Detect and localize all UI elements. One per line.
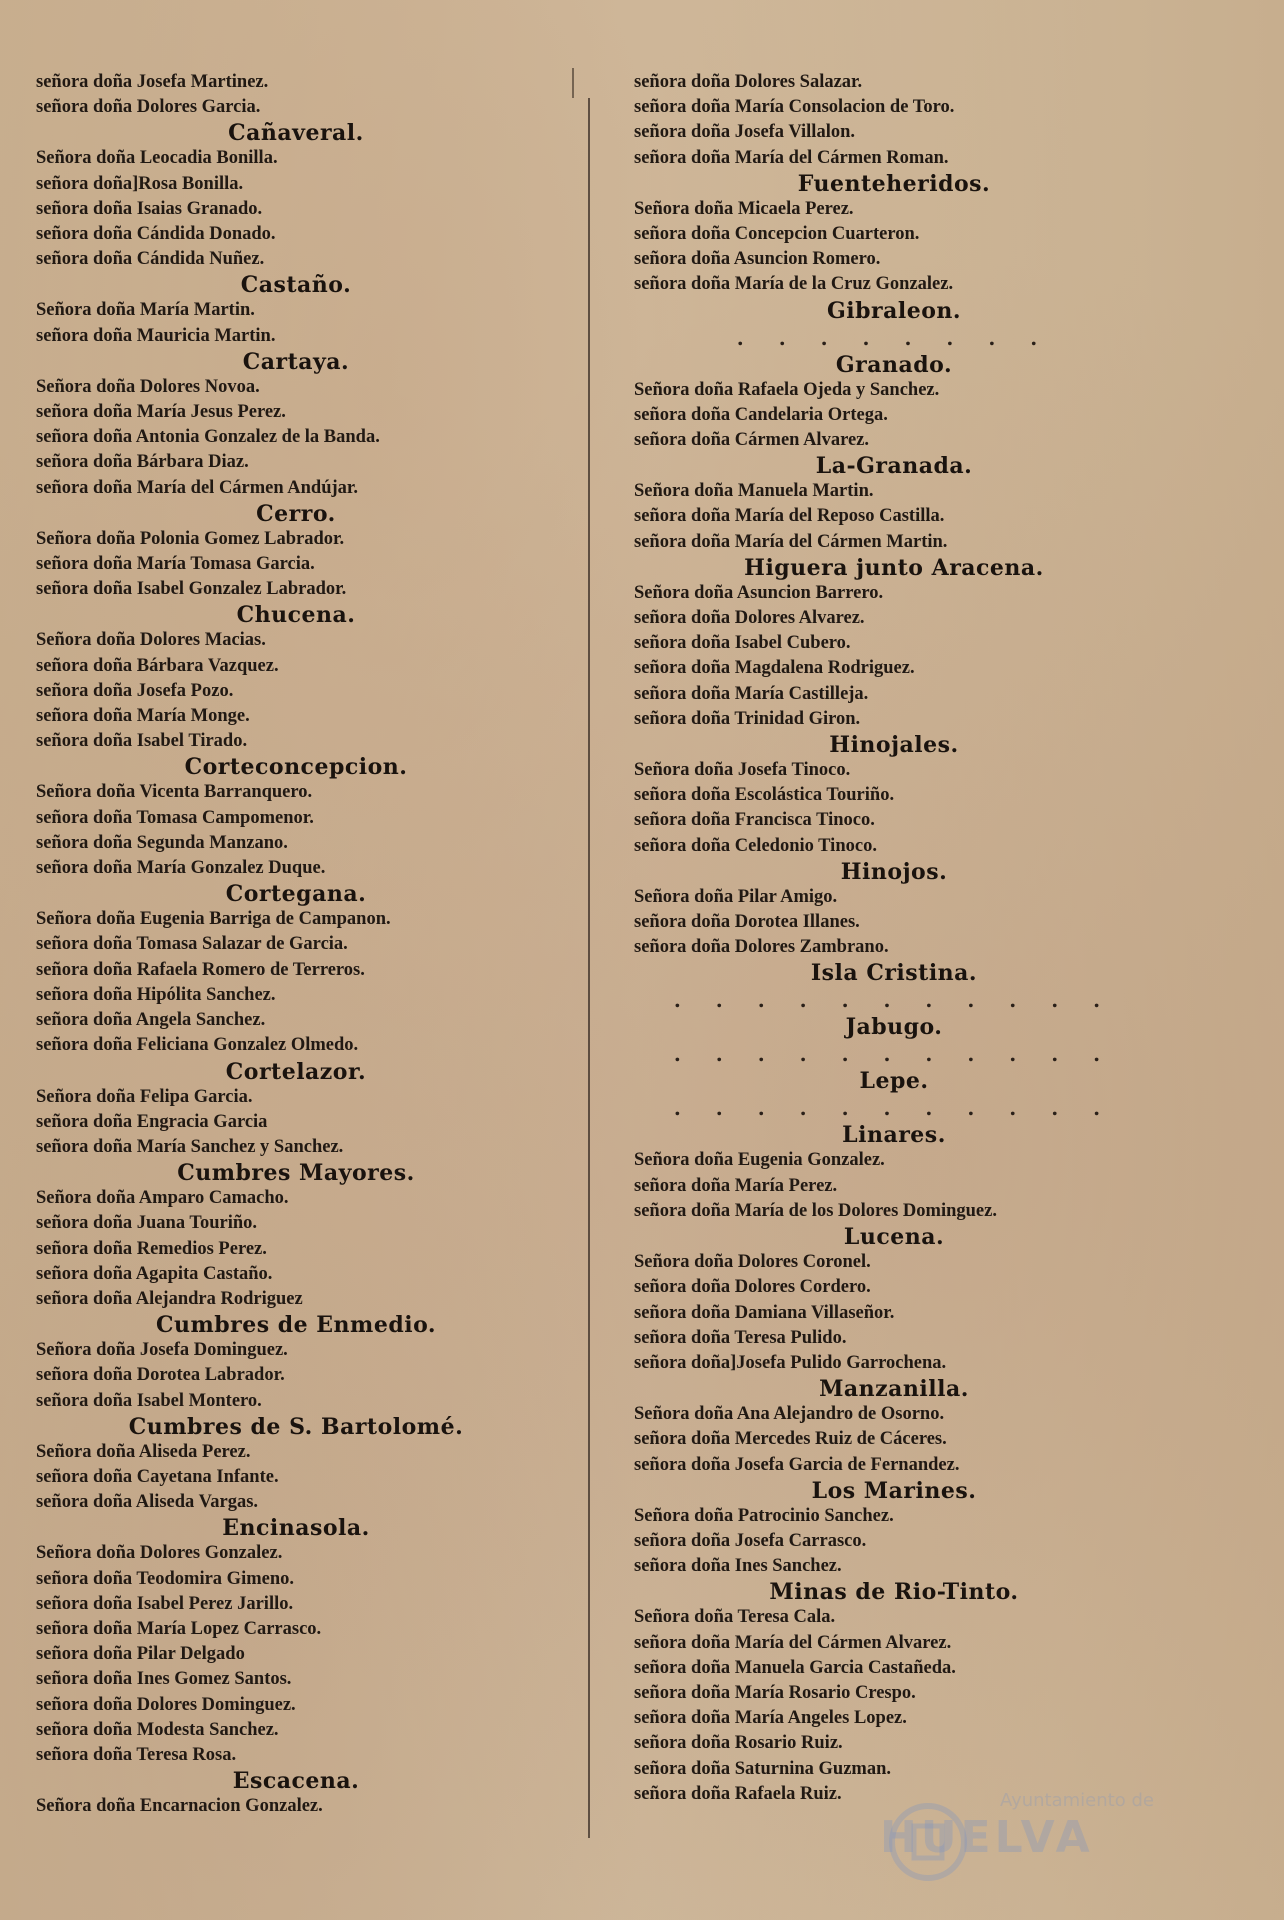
subscriber-name: señora doña Isabel Tirado. xyxy=(36,731,248,752)
subscriber-name: señora doña Francisca Tinoco. xyxy=(634,810,875,831)
subscriber-name: señora doña Rafaela Romero de Terreros. xyxy=(36,959,365,980)
subscriber-name: Señora doña Josefa Tinoco. xyxy=(634,760,851,781)
subscriber-name: señora doña Isabel Cubero. xyxy=(634,633,851,654)
town-heading: Encinasola. xyxy=(222,1515,370,1542)
town-section xyxy=(634,453,1154,555)
town-heading: Cumbres Mayores. xyxy=(177,1160,415,1187)
town-heading: Granado. xyxy=(835,351,953,378)
subscriber-name: señora doña Antonia Gonzalez de la Banda. xyxy=(36,427,380,448)
subscriber-name: señora doña Aliseda Vargas. xyxy=(36,1492,259,1513)
subscriber-name: señora doña María Castilleja. xyxy=(634,683,869,704)
town-heading: Castaño. xyxy=(240,272,352,299)
town-heading: Cumbres de S. Bartolomé. xyxy=(128,1413,464,1440)
town-heading: Los Marines. xyxy=(811,1477,977,1504)
town-heading: Lepe. xyxy=(859,1068,929,1095)
subscriber-name: señora doña Celedonio Tinoco. xyxy=(634,835,877,856)
leader-dots: . . . . . . . . xyxy=(736,325,1052,350)
subscriber-name: señora doña Dolores Salazar. xyxy=(634,72,863,92)
town-section xyxy=(36,1059,556,1161)
town-section xyxy=(634,1224,1154,1376)
subscriber-name: Señora doña Felipa Garcia. xyxy=(36,1086,253,1107)
subscriber-name: señora doña Angela Sanchez. xyxy=(36,1010,266,1031)
town-section xyxy=(634,1376,1154,1478)
town-heading: Minas de Rio-Tinto. xyxy=(769,1579,1019,1606)
subscriber-name: señora doña Teresa Pulido. xyxy=(634,1327,847,1348)
subscriber-name: Señora doña Patrocinio Sanchez. xyxy=(634,1505,894,1526)
subscriber-name: señora doña María del Cármen Martin. xyxy=(634,531,948,552)
town-heading: Higuera junto Aracena. xyxy=(744,554,1044,581)
leader-dots: . . . . . . . . . . . xyxy=(673,1096,1115,1121)
watermark-subtext: Ayuntamiento de xyxy=(1000,1790,1154,1811)
subscriber-name: señora doña Dorotea Illanes. xyxy=(634,912,860,933)
subscriber-name: señora doña María del Cármen Alvarez. xyxy=(634,1632,952,1653)
town-section xyxy=(634,1579,1154,1807)
town-section xyxy=(634,352,1154,454)
subscriber-name: Señora doña Encarnacion Gonzalez. xyxy=(36,1796,323,1817)
town-section xyxy=(634,171,1154,298)
town-section xyxy=(36,349,556,501)
town-heading: Cumbres de Enmedio. xyxy=(155,1312,437,1339)
town-section xyxy=(36,754,556,881)
subscriber-name: señora doña Isaias Granado. xyxy=(36,198,263,219)
subscriber-name: señora doña María Lopez Carrasco. xyxy=(36,1618,322,1639)
subscriber-name: Señora doña Amparo Camacho. xyxy=(36,1188,289,1209)
subscriber-name: Señora doña Asuncion Barrero. xyxy=(634,582,884,603)
subscriber-name: señora doña]Rosa Bonilla. xyxy=(36,173,244,194)
subscriber-name: señora doña María Gonzalez Duque. xyxy=(36,858,326,879)
subscriber-name: señora doña Dolores Zambrano. xyxy=(634,937,889,958)
town-section xyxy=(634,555,1154,732)
subscriber-name: señora doña Dolores Garcia. xyxy=(36,97,261,118)
town-heading: Cortegana. xyxy=(225,881,367,908)
subscriber-name: señora doña Isabel Gonzalez Labrador. xyxy=(36,579,347,600)
subscriber-name: señora doña María del Cármen Roman. xyxy=(634,147,949,168)
subscriber-name: señora doña Tomasa Salazar de Garcia. xyxy=(36,934,348,955)
town-heading: Hinojales. xyxy=(829,732,959,759)
subscriber-name: señora doña Concepcion Cuarteron. xyxy=(634,224,920,245)
subscriber-name: Señora doña Micaela Perez. xyxy=(634,198,854,219)
subscriber-name: Señora doña Eugenia Barriga de Campanon. xyxy=(36,909,391,930)
subscriber-name: señora doña Agapita Castaño. xyxy=(36,1263,273,1284)
subscriber-name: señora doña Teodomira Gimeno. xyxy=(36,1568,294,1589)
subscriber-name: señora doña Josefa Garcia de Fernandez. xyxy=(634,1454,960,1475)
subscriber-name: señora doña Remedios Perez. xyxy=(36,1238,267,1259)
town-heading: Cerro. xyxy=(256,500,336,527)
town-heading: Jabugo. xyxy=(845,1014,943,1041)
subscriber-name: Señora doña Dolores Coronel. xyxy=(634,1252,871,1273)
subscriber-name: señora doña Mercedes Ruiz de Cáceres. xyxy=(634,1429,947,1450)
subscriber-name: Señora doña Vicenta Barranquero. xyxy=(36,782,313,803)
subscriber-name: Señora doña Polonia Gomez Labrador. xyxy=(36,528,345,549)
subscriber-name: Señora doña Dolores Macias. xyxy=(36,630,266,651)
subscriber-name: señora doña Juana Touriño. xyxy=(36,1213,258,1234)
town-heading: Chucena. xyxy=(236,602,356,629)
town-heading: Cortelazor. xyxy=(225,1058,367,1085)
town-section xyxy=(36,1312,556,1414)
subscriber-name: señora doña Rafaela Ruiz. xyxy=(634,1783,842,1804)
town-section xyxy=(36,1515,556,1768)
subscriber-name: señora doña Feliciana Gonzalez Olmedo. xyxy=(36,1035,359,1056)
town-heading: La-Granada. xyxy=(815,453,973,480)
subscriber-name: señora doña María del Cármen Andújar. xyxy=(36,477,359,498)
subscriber-name: señora doña Damiana Villaseñor. xyxy=(634,1302,895,1323)
subscriber-name: señora doña María de los Dolores Dominguez. xyxy=(634,1200,997,1221)
town-heading: Cañaveral. xyxy=(228,120,364,147)
subscriber-name: señora doña María Tomasa Garcia. xyxy=(36,554,315,575)
subscriber-name: señora doña Teresa Rosa. xyxy=(36,1744,237,1765)
town-section xyxy=(634,1014,1154,1068)
town-section xyxy=(634,732,1154,859)
town-section xyxy=(634,960,1154,1014)
town-section xyxy=(36,501,556,603)
subscriber-name: señora doña Josefa Villalon. xyxy=(634,122,855,143)
town-section xyxy=(634,1478,1154,1580)
town-heading: Fuenteheridos. xyxy=(797,170,991,197)
town-section xyxy=(36,1160,556,1312)
subscriber-name: señora doña Josefa Martinez. xyxy=(36,72,269,92)
column-rule-tick xyxy=(572,68,574,98)
subscriber-name: Señora doña Ana Alejandro de Osorno. xyxy=(634,1404,945,1425)
subscriber-name: señora doña Cándida Donado. xyxy=(36,224,276,245)
subscriber-name: señora doña María del Reposo Castilla. xyxy=(634,506,945,527)
town-section xyxy=(36,1414,556,1516)
subscriber-name: señora doña Ines Gomez Santos. xyxy=(36,1669,292,1690)
town-heading: Corteconcepcion. xyxy=(184,754,408,781)
subscriber-name: señora doña]Josefa Pulido Garrochena. xyxy=(634,1352,947,1373)
town-heading: Gibraleon. xyxy=(826,297,962,324)
town-heading: Hinojos. xyxy=(840,858,948,885)
column-divider-rule xyxy=(588,98,590,1838)
subscriber-name: señora doña Escolástica Touriño. xyxy=(634,785,895,806)
subscriber-name: Señora doña Josefa Dominguez. xyxy=(36,1340,288,1361)
subscriber-name: señora doña Cayetana Infante. xyxy=(36,1466,279,1487)
subscriber-name: señora doña Isabel Perez Jarillo. xyxy=(36,1593,294,1614)
subscriber-name: Señora doña Eugenia Gonzalez. xyxy=(634,1150,885,1171)
subscriber-name: Señora doña Teresa Cala. xyxy=(634,1607,836,1628)
subscriber-name: señora doña Josefa Carrasco. xyxy=(634,1530,867,1551)
watermark-text: HUELVA xyxy=(880,1812,1094,1863)
subscriber-name: señora doña Segunda Manzano. xyxy=(36,832,288,853)
subscriber-name: señora doña Bárbara Diaz. xyxy=(36,452,249,473)
subscriber-name: señora doña María Angeles Lopez. xyxy=(634,1708,907,1729)
subscriber-name: señora doña Alejandra Rodriguez xyxy=(36,1288,303,1309)
town-heading: Cartaya. xyxy=(242,348,350,375)
town-section xyxy=(634,1068,1154,1122)
town-section xyxy=(36,881,556,1058)
right-column xyxy=(634,70,1154,1807)
subscriber-name: señora doña Candelaria Ortega. xyxy=(634,404,888,425)
subscriber-name: señora doña María Perez. xyxy=(634,1175,838,1196)
town-heading: Isla Cristina. xyxy=(810,960,978,987)
town-section xyxy=(36,120,556,272)
town-section xyxy=(36,602,556,754)
subscriber-name: señora doña Dolores Alvarez. xyxy=(634,608,865,629)
subscriber-name: Señora doña Leocadia Bonilla. xyxy=(36,148,278,169)
subscriber-name: Señora doña Rafaela Ojeda y Sanchez. xyxy=(634,379,940,400)
subscriber-name: señora doña María Monge. xyxy=(36,706,250,727)
leader-dots: . . . . . . . . . . . xyxy=(673,1042,1115,1067)
town-section xyxy=(36,1768,556,1819)
town-section xyxy=(634,70,1154,171)
subscriber-name: señora doña María Sanchez y Sanchez. xyxy=(36,1136,344,1157)
subscriber-name: señora doña Dolores Cordero. xyxy=(634,1277,871,1298)
subscriber-name: Señora doña Manuela Martin. xyxy=(634,481,874,502)
subscriber-name: señora doña Trinidad Giron. xyxy=(634,708,861,729)
subscriber-name: Señora doña Aliseda Perez. xyxy=(36,1441,251,1462)
town-heading: Linares. xyxy=(842,1122,946,1149)
subscriber-name: señora doña María Consolacion de Toro. xyxy=(634,97,955,118)
town-section xyxy=(36,272,556,348)
leader-dots: . . . . . . . . . . . xyxy=(673,988,1115,1013)
subscriber-name: señora doña Josefa Pozo. xyxy=(36,680,234,701)
subscriber-name: señora doña María Jesus Perez. xyxy=(36,402,286,423)
subscriber-name: señora doña Modesta Sanchez. xyxy=(36,1719,279,1740)
subscriber-name: señora doña Cándida Nuñez. xyxy=(36,249,265,270)
subscriber-name: señora doña Dolores Dominguez. xyxy=(36,1694,296,1715)
subscriber-name: señora doña Isabel Montero. xyxy=(36,1390,262,1411)
subscriber-name: señora doña Cármen Alvarez. xyxy=(634,430,869,451)
town-section xyxy=(634,298,1154,352)
subscriber-name: Señora doña Pilar Amigo. xyxy=(634,886,838,907)
subscriber-name: señora doña Pilar Delgado xyxy=(36,1644,245,1665)
town-section xyxy=(36,70,556,120)
town-heading: Lucena. xyxy=(843,1224,945,1251)
subscriber-name: señora doña Mauricia Martin. xyxy=(36,325,276,346)
subscriber-name: señora doña Hipólita Sanchez. xyxy=(36,984,276,1005)
subscriber-name: señora doña Rosario Ruiz. xyxy=(634,1733,843,1754)
subscriber-name: señora doña Dorotea Labrador. xyxy=(36,1365,285,1386)
subscriber-name: Señora doña María Martin. xyxy=(36,300,255,321)
subscriber-name: señora doña Tomasa Campomenor. xyxy=(36,807,314,828)
subscriber-name: Señora doña Dolores Gonzalez. xyxy=(36,1543,283,1564)
subscriber-name: señora doña Magdalena Rodriguez. xyxy=(634,658,915,679)
subscriber-name: señora doña Engracia Garcia xyxy=(36,1111,268,1132)
subscriber-name: señora doña Manuela Garcia Castañeda. xyxy=(634,1657,956,1678)
subscriber-name: señora doña Bárbara Vazquez. xyxy=(36,655,279,676)
subscriber-name: señora doña Asuncion Romero. xyxy=(634,249,881,270)
subscriber-name: señora doña Saturnina Guzman. xyxy=(634,1758,891,1779)
subscriber-name: Señora doña Dolores Novoa. xyxy=(36,376,260,397)
town-heading: Manzanilla. xyxy=(819,1376,969,1403)
subscriber-name: señora doña Ines Sanchez. xyxy=(634,1556,842,1577)
subscriber-name: señora doña María de la Cruz Gonzalez. xyxy=(634,274,954,295)
town-section xyxy=(634,859,1154,961)
town-section xyxy=(634,1122,1154,1224)
town-heading: Escacena. xyxy=(232,1768,360,1795)
left-column xyxy=(36,70,556,1819)
subscriber-name: señora doña María Rosario Crespo. xyxy=(634,1682,916,1703)
